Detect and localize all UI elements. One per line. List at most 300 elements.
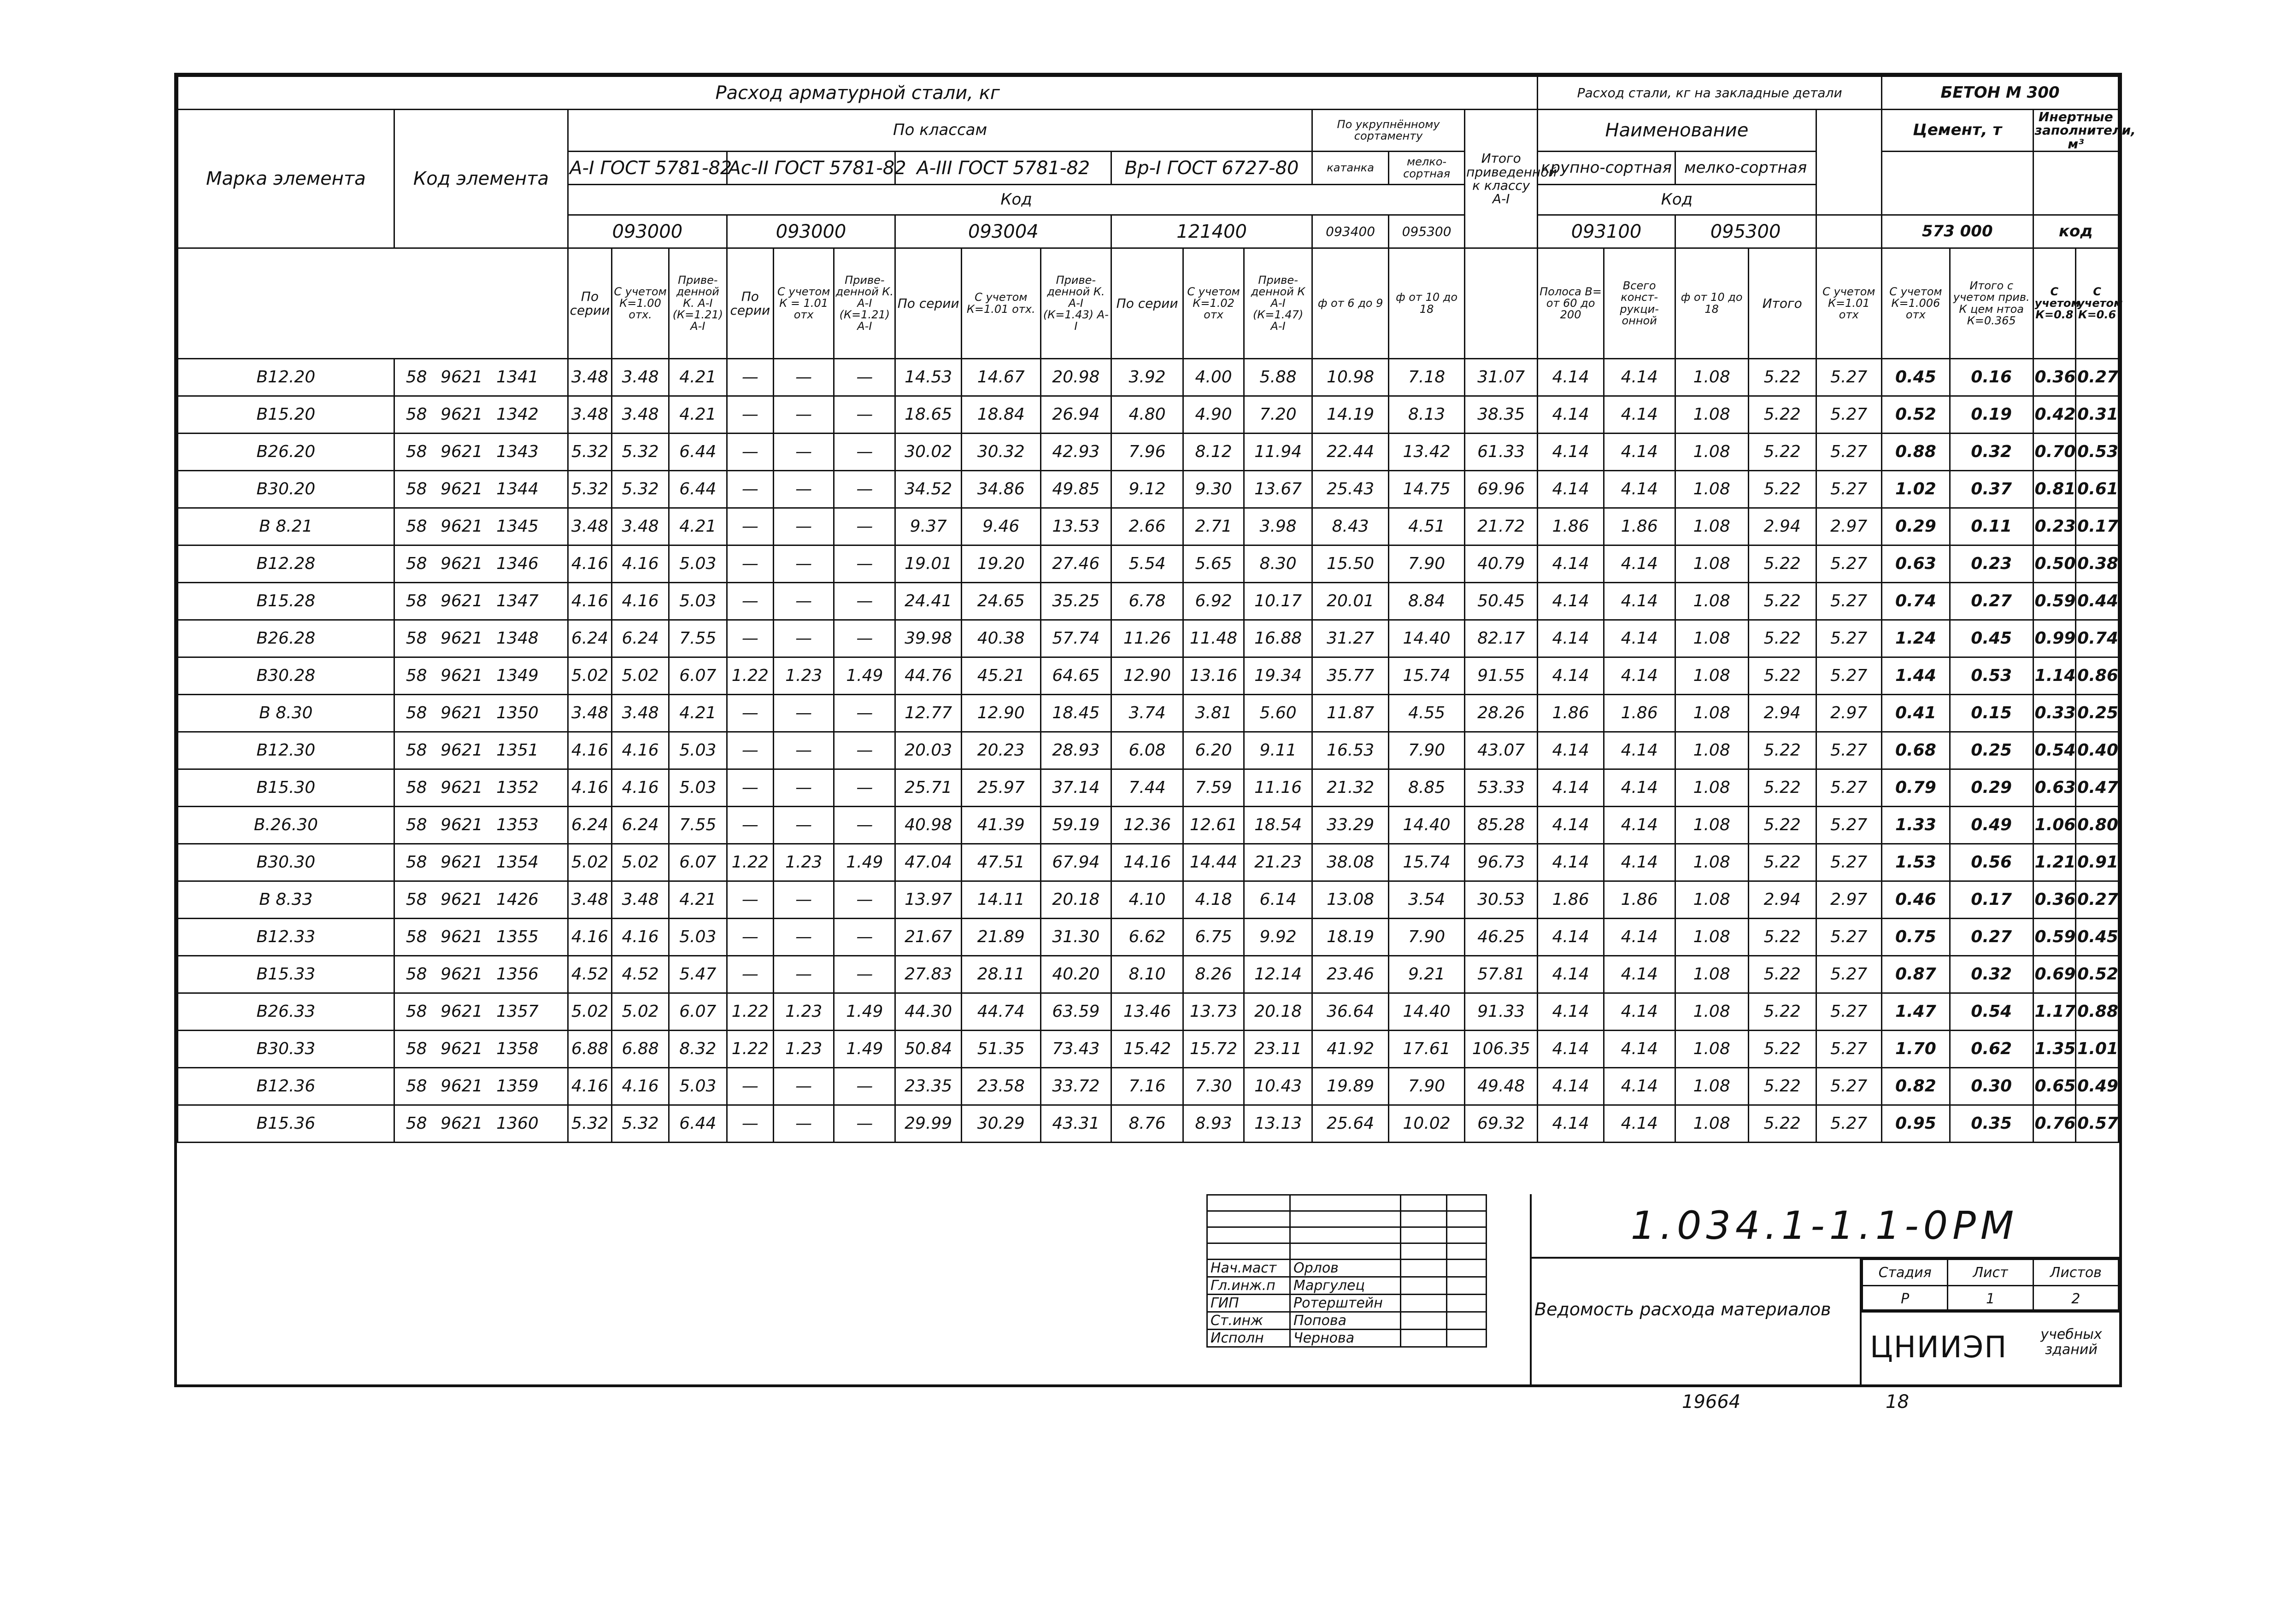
value-cell: 20.98 (1040, 359, 1111, 396)
value-cell: 4.14 (1538, 769, 1604, 807)
header-element-code: Код элемента (394, 110, 568, 248)
value-cell: 30.32 (961, 434, 1040, 471)
value-cell: 0.46 (1881, 881, 1950, 919)
code-093000-a: 093000 (568, 215, 727, 248)
stamp-signature (1401, 1312, 1447, 1330)
value-cell: 4.14 (1604, 956, 1675, 993)
sub-cement-s-uch: С учетом К=1.006 отх (1881, 248, 1950, 359)
value-cell: 33.72 (1040, 1068, 1111, 1105)
mark-cell: В 8.30 (178, 695, 394, 732)
value-cell: 23.46 (1312, 956, 1389, 993)
value-cell: — (727, 583, 774, 620)
value-cell: 1.08 (1675, 620, 1748, 657)
value-cell: 1.08 (1675, 1031, 1748, 1068)
table-row (178, 583, 2119, 620)
mark-cell: В15.28 (178, 583, 394, 620)
stamp-role: Гл.инж.п (1207, 1277, 1290, 1295)
value-cell: — (774, 956, 834, 993)
value-cell: 2.97 (1816, 695, 1881, 732)
value-cell: 5.27 (1816, 359, 1881, 396)
value-cell: 4.14 (1604, 620, 1675, 657)
value-cell: 49.85 (1040, 471, 1111, 508)
value-cell: 20.23 (961, 732, 1040, 769)
value-cell: 0.36 (2033, 881, 2076, 919)
value-cell: — (834, 620, 895, 657)
stamp-cell (1401, 1211, 1447, 1227)
value-cell: 40.38 (961, 620, 1040, 657)
stamp-blank-row (1207, 1243, 1487, 1260)
value-cell: 0.53 (1950, 657, 2033, 695)
value-cell: 4.14 (1538, 359, 1604, 396)
value-cell: 50.84 (895, 1031, 961, 1068)
value-cell: 4.90 (1183, 396, 1244, 434)
value-cell: 11.16 (1244, 769, 1312, 807)
value-cell: — (834, 471, 895, 508)
value-cell: 4.52 (611, 956, 669, 993)
code-093100: 093100 (1538, 215, 1675, 248)
value-cell: 3.74 (1111, 695, 1183, 732)
value-cell: 0.99 (2033, 620, 2076, 657)
value-cell: 50.45 (1465, 583, 1538, 620)
value-cell: 5.03 (669, 919, 727, 956)
value-cell: 0.52 (2076, 956, 2119, 993)
value-cell: 5.32 (568, 434, 612, 471)
value-cell: — (834, 1068, 895, 1105)
value-cell: 5.22 (1748, 769, 1816, 807)
value-cell: 1.08 (1675, 844, 1748, 881)
value-cell: 0.44 (2076, 583, 2119, 620)
value-cell: 4.16 (611, 583, 669, 620)
sub-s-uchetom-3: С учетом К=1.01 отх. (961, 248, 1040, 359)
header-total-reduced: Итого приведенной к классу А-I (1465, 110, 1538, 248)
value-cell: 2.97 (1816, 881, 1881, 919)
value-cell: 0.45 (1950, 620, 2033, 657)
organization-subtitle: учебных зданий (2040, 1326, 2102, 1358)
value-cell: — (834, 732, 895, 769)
value-cell: 0.27 (1950, 583, 2033, 620)
value-cell: 7.55 (669, 620, 727, 657)
code-cell: 58 9621 1360 (394, 1105, 568, 1143)
value-cell: 53.33 (1465, 769, 1538, 807)
value-cell: 0.45 (2076, 919, 2119, 956)
value-cell: 5.02 (611, 844, 669, 881)
value-cell: 7.20 (1244, 396, 1312, 434)
stamp-date (1447, 1330, 1487, 1347)
value-cell: 1.47 (1881, 993, 1950, 1031)
stamp-row (1207, 1277, 1487, 1295)
value-cell: 30.29 (961, 1105, 1040, 1143)
value-cell: 4.14 (1604, 919, 1675, 956)
value-cell: 13.13 (1244, 1105, 1312, 1143)
value-cell: 14.40 (1389, 620, 1465, 657)
value-cell: 73.43 (1040, 1031, 1111, 1068)
value-cell: 3.48 (568, 695, 612, 732)
value-cell: 4.14 (1538, 1105, 1604, 1143)
value-cell: 5.02 (568, 657, 612, 695)
value-cell: — (727, 545, 774, 583)
value-cell: 4.18 (1183, 881, 1244, 919)
value-cell: 5.27 (1816, 583, 1881, 620)
value-cell: 0.54 (1950, 993, 2033, 1031)
sub-vsego: Всего конст-рукци-онной (1604, 248, 1675, 359)
header-cement-blank (1881, 152, 2033, 215)
value-cell: — (727, 919, 774, 956)
value-cell: 6.88 (568, 1031, 612, 1068)
value-cell: 1.08 (1675, 545, 1748, 583)
materials-table (177, 76, 2136, 1145)
header-code-row2: Код (1538, 185, 1816, 215)
value-cell: 3.48 (611, 359, 669, 396)
value-cell: 1.08 (1675, 919, 1748, 956)
value-cell: 16.88 (1244, 620, 1312, 657)
value-cell: 1.86 (1604, 881, 1675, 919)
stamp-role: Исполн (1207, 1330, 1290, 1347)
value-cell: 18.84 (961, 396, 1040, 434)
value-cell: 25.43 (1312, 471, 1389, 508)
value-cell: 5.22 (1748, 993, 1816, 1031)
value-cell: 27.46 (1040, 545, 1111, 583)
value-cell: 5.27 (1816, 1105, 1881, 1143)
table-row (178, 434, 2119, 471)
stamp-person: Чернова (1290, 1330, 1401, 1347)
value-cell: — (774, 508, 834, 545)
sheets-value: 2 (2033, 1286, 2118, 1312)
value-cell: 15.74 (1389, 844, 1465, 881)
code-cell: 58 9621 1349 (394, 657, 568, 695)
mark-cell: В 8.33 (178, 881, 394, 919)
value-cell: 4.21 (669, 359, 727, 396)
value-cell: 0.33 (2033, 695, 2076, 732)
sub-phi-10-18-b: ф от 10 до 18 (1675, 248, 1748, 359)
value-cell: 8.85 (1389, 769, 1465, 807)
value-cell: 6.44 (669, 1105, 727, 1143)
organization-name: ЦНИИЭП (1870, 1331, 2008, 1365)
stamp-cell (1401, 1195, 1447, 1211)
mark-cell: В12.36 (178, 1068, 394, 1105)
code-093000-b: 093000 (727, 215, 895, 248)
value-cell: 6.07 (669, 993, 727, 1031)
value-cell: — (727, 396, 774, 434)
sub-po-serii-1: По серии (568, 248, 612, 359)
value-cell: 8.12 (1183, 434, 1244, 471)
value-cell: 5.27 (1816, 1068, 1881, 1105)
value-cell: 31.07 (1465, 359, 1538, 396)
value-cell: — (774, 769, 834, 807)
table-row (178, 1031, 2119, 1068)
sub-sand: С учетом К=0.6 (2076, 248, 2119, 359)
value-cell: — (774, 881, 834, 919)
code-cell: 58 9621 1345 (394, 508, 568, 545)
value-cell: 0.50 (2033, 545, 2076, 583)
header-katanka: катанка (1312, 152, 1389, 185)
value-cell: 0.29 (1881, 508, 1950, 545)
table-row (178, 620, 2119, 657)
value-cell: — (834, 695, 895, 732)
table-row (178, 993, 2119, 1031)
value-cell: 23.35 (895, 1068, 961, 1105)
stamp-cell (1447, 1211, 1487, 1227)
value-cell: 31.30 (1040, 919, 1111, 956)
value-cell: — (774, 545, 834, 583)
value-cell: 1.08 (1675, 769, 1748, 807)
code-cell: 58 9621 1351 (394, 732, 568, 769)
value-cell: 0.52 (1881, 396, 1950, 434)
value-cell: 82.17 (1465, 620, 1538, 657)
stamp-person: Маргулец (1290, 1277, 1401, 1295)
value-cell: 7.16 (1111, 1068, 1183, 1105)
value-cell: 21.32 (1312, 769, 1389, 807)
table-row (178, 881, 2119, 919)
value-cell: 5.22 (1748, 396, 1816, 434)
value-cell: 11.48 (1183, 620, 1244, 657)
value-cell: 0.27 (2076, 881, 2119, 919)
value-cell: 3.48 (611, 695, 669, 732)
value-cell: 13.16 (1183, 657, 1244, 695)
value-cell: 44.76 (895, 657, 961, 695)
sub-phi-10-18: ф от 10 до 18 (1389, 248, 1465, 359)
value-cell: 4.21 (669, 396, 727, 434)
value-cell: 4.14 (1538, 732, 1604, 769)
value-cell: 0.17 (1950, 881, 2033, 919)
code-cell: 58 9621 1426 (394, 881, 568, 919)
code-095300: 095300 (1389, 215, 1465, 248)
value-cell: 4.21 (669, 881, 727, 919)
stamp-cell (1401, 1243, 1447, 1260)
stamp-row (1207, 1295, 1487, 1312)
value-cell: 9.21 (1389, 956, 1465, 993)
value-cell: — (727, 434, 774, 471)
header-inert-blank (2033, 152, 2118, 215)
value-cell: 4.16 (611, 732, 669, 769)
value-cell: 1.08 (1675, 807, 1748, 844)
sub-total-blank (1465, 248, 1538, 359)
value-cell: 4.14 (1604, 396, 1675, 434)
value-cell: — (774, 434, 834, 471)
value-cell: 12.77 (895, 695, 961, 732)
code-inert: код (2033, 215, 2118, 248)
class-a1: А-I ГОСТ 5781-82 (568, 152, 727, 185)
value-cell: — (834, 807, 895, 844)
value-cell: 19.89 (1312, 1068, 1389, 1105)
value-cell: 13.42 (1389, 434, 1465, 471)
value-cell: 13.97 (895, 881, 961, 919)
value-cell: 5.27 (1816, 396, 1881, 434)
value-cell: — (774, 1068, 834, 1105)
value-cell: 0.70 (2033, 434, 2076, 471)
value-cell: 21.67 (895, 919, 961, 956)
value-cell: 4.80 (1111, 396, 1183, 434)
header-embedded-consumption: Расход стали, кг на закладные детали (1538, 76, 1882, 110)
value-cell: 7.55 (669, 807, 727, 844)
value-cell: 8.30 (1244, 545, 1312, 583)
value-cell: 33.29 (1312, 807, 1389, 844)
value-cell: — (834, 1105, 895, 1143)
value-cell: 0.69 (2033, 956, 2076, 993)
value-cell: 36.64 (1312, 993, 1389, 1031)
value-cell: 61.33 (1465, 434, 1538, 471)
code-cell: 58 9621 1352 (394, 769, 568, 807)
value-cell: 1.24 (1881, 620, 1950, 657)
value-cell: 3.48 (611, 508, 669, 545)
value-cell: — (834, 508, 895, 545)
value-cell: 1.23 (774, 1031, 834, 1068)
value-cell: 4.14 (1538, 545, 1604, 583)
value-cell: 0.54 (2033, 732, 2076, 769)
value-cell: 0.49 (2076, 1068, 2119, 1105)
value-cell: 0.27 (2076, 359, 2119, 396)
value-cell: — (727, 508, 774, 545)
mark-cell: В12.28 (178, 545, 394, 583)
value-cell: 4.16 (611, 545, 669, 583)
value-cell: 4.16 (611, 919, 669, 956)
value-cell: 5.32 (568, 471, 612, 508)
value-cell: 5.27 (1816, 919, 1881, 956)
value-cell: 1.08 (1675, 583, 1748, 620)
value-cell: 4.14 (1604, 1068, 1675, 1105)
value-cell: 23.58 (961, 1068, 1040, 1105)
value-cell: 4.14 (1604, 583, 1675, 620)
value-cell: 15.42 (1111, 1031, 1183, 1068)
value-cell: 4.16 (568, 732, 612, 769)
value-cell: 5.03 (669, 545, 727, 583)
value-cell: 6.44 (669, 434, 727, 471)
value-cell: 5.22 (1748, 359, 1816, 396)
value-cell: 47.51 (961, 844, 1040, 881)
table-row (178, 919, 2119, 956)
value-cell: 1.22 (727, 844, 774, 881)
mark-cell: В26.33 (178, 993, 394, 1031)
value-cell: 25.97 (961, 769, 1040, 807)
value-cell: — (727, 695, 774, 732)
value-cell: 4.14 (1604, 1031, 1675, 1068)
value-cell: 0.32 (1950, 956, 2033, 993)
value-cell: 1.08 (1675, 993, 1748, 1031)
code-cell: 58 9621 1344 (394, 471, 568, 508)
value-cell: 0.74 (2076, 620, 2119, 657)
stamp-cell (1290, 1227, 1401, 1243)
value-cell: 28.11 (961, 956, 1040, 993)
value-cell: 5.22 (1748, 1068, 1816, 1105)
value-cell: 1.01 (2076, 1031, 2119, 1068)
value-cell: 7.44 (1111, 769, 1183, 807)
value-cell: 4.16 (611, 1068, 669, 1105)
value-cell: 11.94 (1244, 434, 1312, 471)
value-cell: 85.28 (1465, 807, 1538, 844)
value-cell: 6.62 (1111, 919, 1183, 956)
header-blank (1816, 110, 1881, 215)
value-cell: 4.14 (1604, 657, 1675, 695)
value-cell: 6.08 (1111, 732, 1183, 769)
value-cell: 1.06 (2033, 807, 2076, 844)
value-cell: 1.70 (1881, 1031, 1950, 1068)
value-cell: 8.76 (1111, 1105, 1183, 1143)
header-cement: Цемент, т (1881, 110, 2033, 152)
value-cell: 19.34 (1244, 657, 1312, 695)
value-cell: 19.01 (895, 545, 961, 583)
stamp-person: Орлов (1290, 1260, 1401, 1277)
value-cell: 18.65 (895, 396, 961, 434)
value-cell: 3.98 (1244, 508, 1312, 545)
sub-grav: С учетом К=0.8 (2033, 248, 2076, 359)
value-cell: 5.60 (1244, 695, 1312, 732)
value-cell: 1.23 (774, 844, 834, 881)
value-cell: 1.86 (1538, 881, 1604, 919)
value-cell: 46.25 (1465, 919, 1538, 956)
value-cell: 15.72 (1183, 1031, 1244, 1068)
value-cell: — (774, 695, 834, 732)
table-row (178, 657, 2119, 695)
header-krupnosort: крупно-сортная (1538, 152, 1675, 185)
mark-cell: В15.30 (178, 769, 394, 807)
value-cell: 44.74 (961, 993, 1040, 1031)
stamp-blank-row (1207, 1227, 1487, 1243)
value-cell: — (834, 881, 895, 919)
sheet-label: Лист (1948, 1260, 2033, 1286)
inventory-number: 19664 (1682, 1391, 1741, 1413)
value-cell: 0.23 (2033, 508, 2076, 545)
stamp-blank-row (1207, 1195, 1487, 1211)
header-concrete: БЕТОН М 300 (1881, 76, 2118, 110)
value-cell: 57.81 (1465, 956, 1538, 993)
code-cell: 58 9621 1353 (394, 807, 568, 844)
mark-cell: В30.30 (178, 844, 394, 881)
value-cell: 6.24 (611, 620, 669, 657)
sub-polosa: Полоса В= от 60 до 200 (1538, 248, 1604, 359)
value-cell: 5.27 (1816, 545, 1881, 583)
value-cell: 4.51 (1389, 508, 1465, 545)
value-cell: 0.87 (1881, 956, 1950, 993)
value-cell: 64.65 (1040, 657, 1111, 695)
value-cell: 22.44 (1312, 434, 1389, 471)
value-cell: 24.41 (895, 583, 961, 620)
stamp-row (1207, 1312, 1487, 1330)
value-cell: 0.76 (2033, 1105, 2076, 1143)
sub-priv-2: Приве-денной К. А-I (К=1.21) А-I (834, 248, 895, 359)
value-cell: 21.72 (1465, 508, 1538, 545)
value-cell: 2.94 (1748, 695, 1816, 732)
value-cell: 7.96 (1111, 434, 1183, 471)
value-cell: 14.11 (961, 881, 1040, 919)
value-cell: 7.90 (1389, 732, 1465, 769)
value-cell: 5.22 (1748, 545, 1816, 583)
value-cell: 30.53 (1465, 881, 1538, 919)
value-cell: 4.14 (1604, 359, 1675, 396)
stamp-cell (1447, 1195, 1487, 1211)
value-cell: 4.14 (1604, 545, 1675, 583)
sub-po-serii-2: По серии (727, 248, 774, 359)
stamp-blank-row (1207, 1211, 1487, 1227)
value-cell: 11.87 (1312, 695, 1389, 732)
value-cell: 0.40 (2076, 732, 2119, 769)
value-cell: 0.79 (1881, 769, 1950, 807)
value-cell: 5.22 (1748, 620, 1816, 657)
value-cell: 13.08 (1312, 881, 1389, 919)
value-cell: 14.40 (1389, 993, 1465, 1031)
value-cell: 1.49 (834, 657, 895, 695)
stamp-cell (1207, 1211, 1290, 1227)
sub-s-uchetom-2: С учетом К = 1.01 отх (774, 248, 834, 359)
table-row (178, 807, 2119, 844)
value-cell: 5.22 (1748, 471, 1816, 508)
value-cell: 47.04 (895, 844, 961, 881)
value-cell: 15.50 (1312, 545, 1389, 583)
value-cell: 7.90 (1389, 545, 1465, 583)
value-cell: 0.65 (2033, 1068, 2076, 1105)
value-cell: 1.86 (1604, 508, 1675, 545)
stamp-person: Ротерштейн (1290, 1295, 1401, 1312)
stamp-date (1447, 1277, 1487, 1295)
table-row (178, 545, 2119, 583)
